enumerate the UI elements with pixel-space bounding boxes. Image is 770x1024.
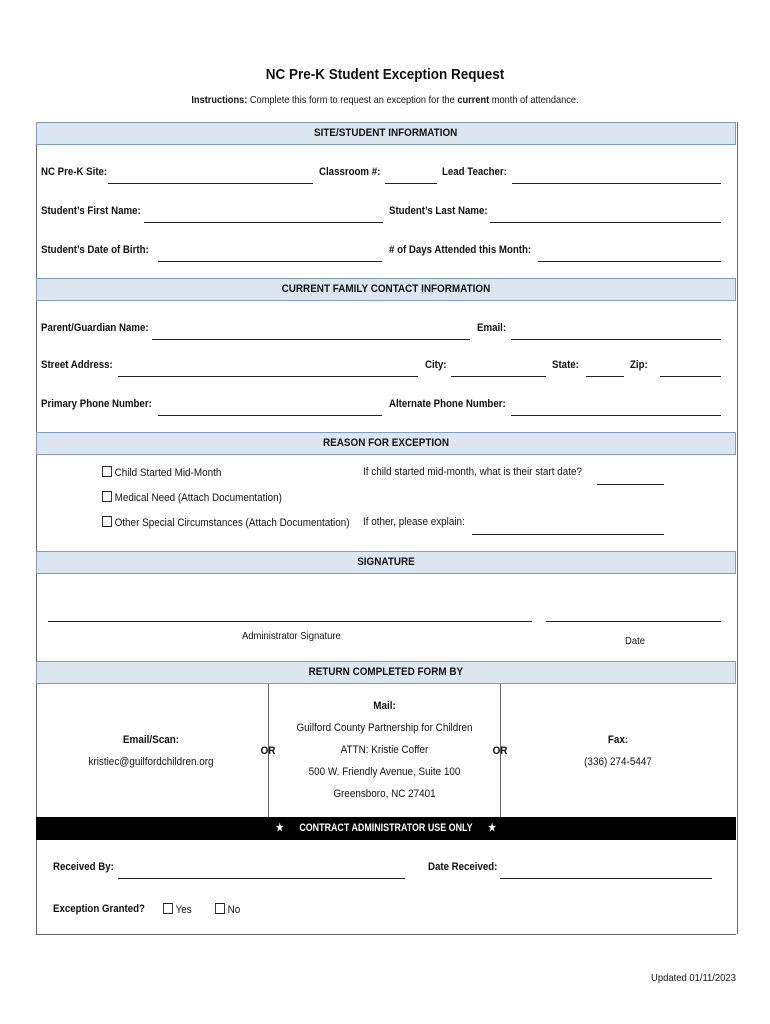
section-header-admin: ★ CONTRACT ADMINISTRATOR USE ONLY ★ — [36, 817, 736, 840]
email-label: Email/Scan: — [122, 734, 180, 746]
label-last-name: Student’s Last Name: — [389, 205, 488, 217]
label-days: # of Days Attended this Month: — [389, 244, 532, 256]
label-date-received: Date Received: — [428, 861, 498, 873]
alt-phone-field[interactable] — [511, 415, 721, 416]
explain-field[interactable] — [472, 534, 664, 535]
section-header-reason: REASON FOR EXCEPTION — [36, 432, 736, 455]
site-field[interactable] — [108, 183, 313, 184]
first-name-field[interactable] — [144, 222, 383, 223]
label-exception-granted: Exception Granted? — [53, 903, 145, 915]
checkbox-other[interactable] — [102, 516, 112, 527]
received-by-field[interactable] — [118, 878, 405, 879]
fax-block — [537, 729, 699, 773]
mail-label: Mail: — [373, 700, 396, 712]
checkbox-no[interactable] — [215, 903, 225, 914]
or-right: OR — [492, 745, 508, 757]
section-header-site: SITE/STUDENT INFORMATION — [36, 122, 736, 145]
option-no[interactable]: No — [215, 903, 240, 916]
dob-field[interactable] — [158, 261, 382, 262]
email-field[interactable] — [511, 339, 721, 340]
label-street: Street Address: — [41, 359, 113, 371]
label-city: City: — [425, 359, 447, 371]
label-site: NC Pre-K Site: — [41, 166, 108, 178]
section-header-family: CURRENT FAMILY CONTACT INFORMATION — [36, 278, 736, 301]
checkbox-yes[interactable] — [163, 903, 173, 914]
label-first-name: Student’s First Name: — [41, 205, 141, 217]
instructions-text-a: Complete this form to request an exception for the — [247, 94, 458, 106]
street-field[interactable] — [118, 376, 418, 377]
option-other[interactable]: Other Special Circumstances (Attach Documentation) — [102, 516, 350, 529]
label-dob: Student’s Date of Birth: — [41, 244, 149, 256]
days-field[interactable] — [538, 261, 721, 262]
section-header-signature: SIGNATURE — [36, 551, 736, 574]
email-address[interactable]: kristiec@guilfordchildren.org — [88, 756, 214, 768]
lead-teacher-field[interactable] — [512, 183, 721, 184]
label-zip: Zip: — [630, 359, 648, 371]
label-guardian: Parent/Guardian Name: — [41, 322, 149, 334]
mail-line-3: 500 W. Friendly Avenue, Suite 100 — [308, 766, 461, 778]
primary-phone-field[interactable] — [158, 415, 382, 416]
signature-date-label: Date — [625, 635, 645, 647]
label-email: Email: — [477, 322, 507, 334]
start-date-field[interactable] — [597, 484, 664, 485]
label-state: State: — [552, 359, 579, 371]
mail-line-4: Greensboro, NC 27401 — [333, 788, 436, 800]
checkbox-mid-month[interactable] — [102, 466, 112, 477]
checkbox-medical[interactable] — [102, 491, 112, 502]
admin-signature-label: Administrator Signature — [242, 630, 341, 642]
mail-block — [283, 695, 486, 805]
city-field[interactable] — [451, 376, 546, 377]
date-received-field[interactable] — [500, 878, 712, 879]
email-block — [66, 729, 237, 773]
instructions — [46, 94, 724, 106]
star-icon: ★ — [488, 822, 497, 834]
star-icon: ★ — [275, 822, 284, 834]
updated-date: Updated 01/11/2023 — [651, 972, 736, 984]
zip-field[interactable] — [660, 376, 721, 377]
classroom-field[interactable] — [385, 183, 437, 184]
form-title: NC Pre-K Student Exception Request — [265, 66, 505, 83]
mail-line-1: Guilford County Partnership for Children — [296, 722, 473, 734]
instructions-text-b: month of attendance. — [489, 94, 579, 106]
state-field[interactable] — [586, 376, 624, 377]
label-primary-phone: Primary Phone Number: — [41, 398, 152, 410]
or-left: OR — [260, 745, 276, 757]
form-bottom-border — [36, 934, 736, 935]
label-lead-teacher: Lead Teacher: — [442, 166, 507, 178]
question-start-date: If child started mid-month, what is their start date? — [363, 466, 582, 478]
admin-signature-line[interactable] — [48, 621, 532, 622]
option-yes[interactable]: Yes — [163, 903, 192, 916]
question-explain: If other, please explain: — [363, 516, 465, 528]
label-received-by: Received By: — [53, 861, 114, 873]
guardian-field[interactable] — [152, 339, 470, 340]
mail-line-2: ATTN: Kristie Coffer — [340, 744, 429, 756]
last-name-field[interactable] — [490, 222, 721, 223]
instructions-prefix: Instructions: — [191, 94, 248, 106]
label-alt-phone: Alternate Phone Number: — [389, 398, 506, 410]
signature-date-line[interactable] — [546, 621, 721, 622]
instructions-bold: current — [457, 94, 490, 106]
fax-number: (336) 274-5447 — [584, 756, 652, 768]
option-medical[interactable]: Medical Need (Attach Documentation) — [102, 491, 282, 504]
section-header-return: RETURN COMPLETED FORM BY — [36, 661, 736, 684]
label-classroom: Classroom #: — [319, 166, 381, 178]
fax-label: Fax: — [607, 734, 629, 746]
option-mid-month[interactable]: Child Started Mid-Month — [102, 466, 221, 479]
